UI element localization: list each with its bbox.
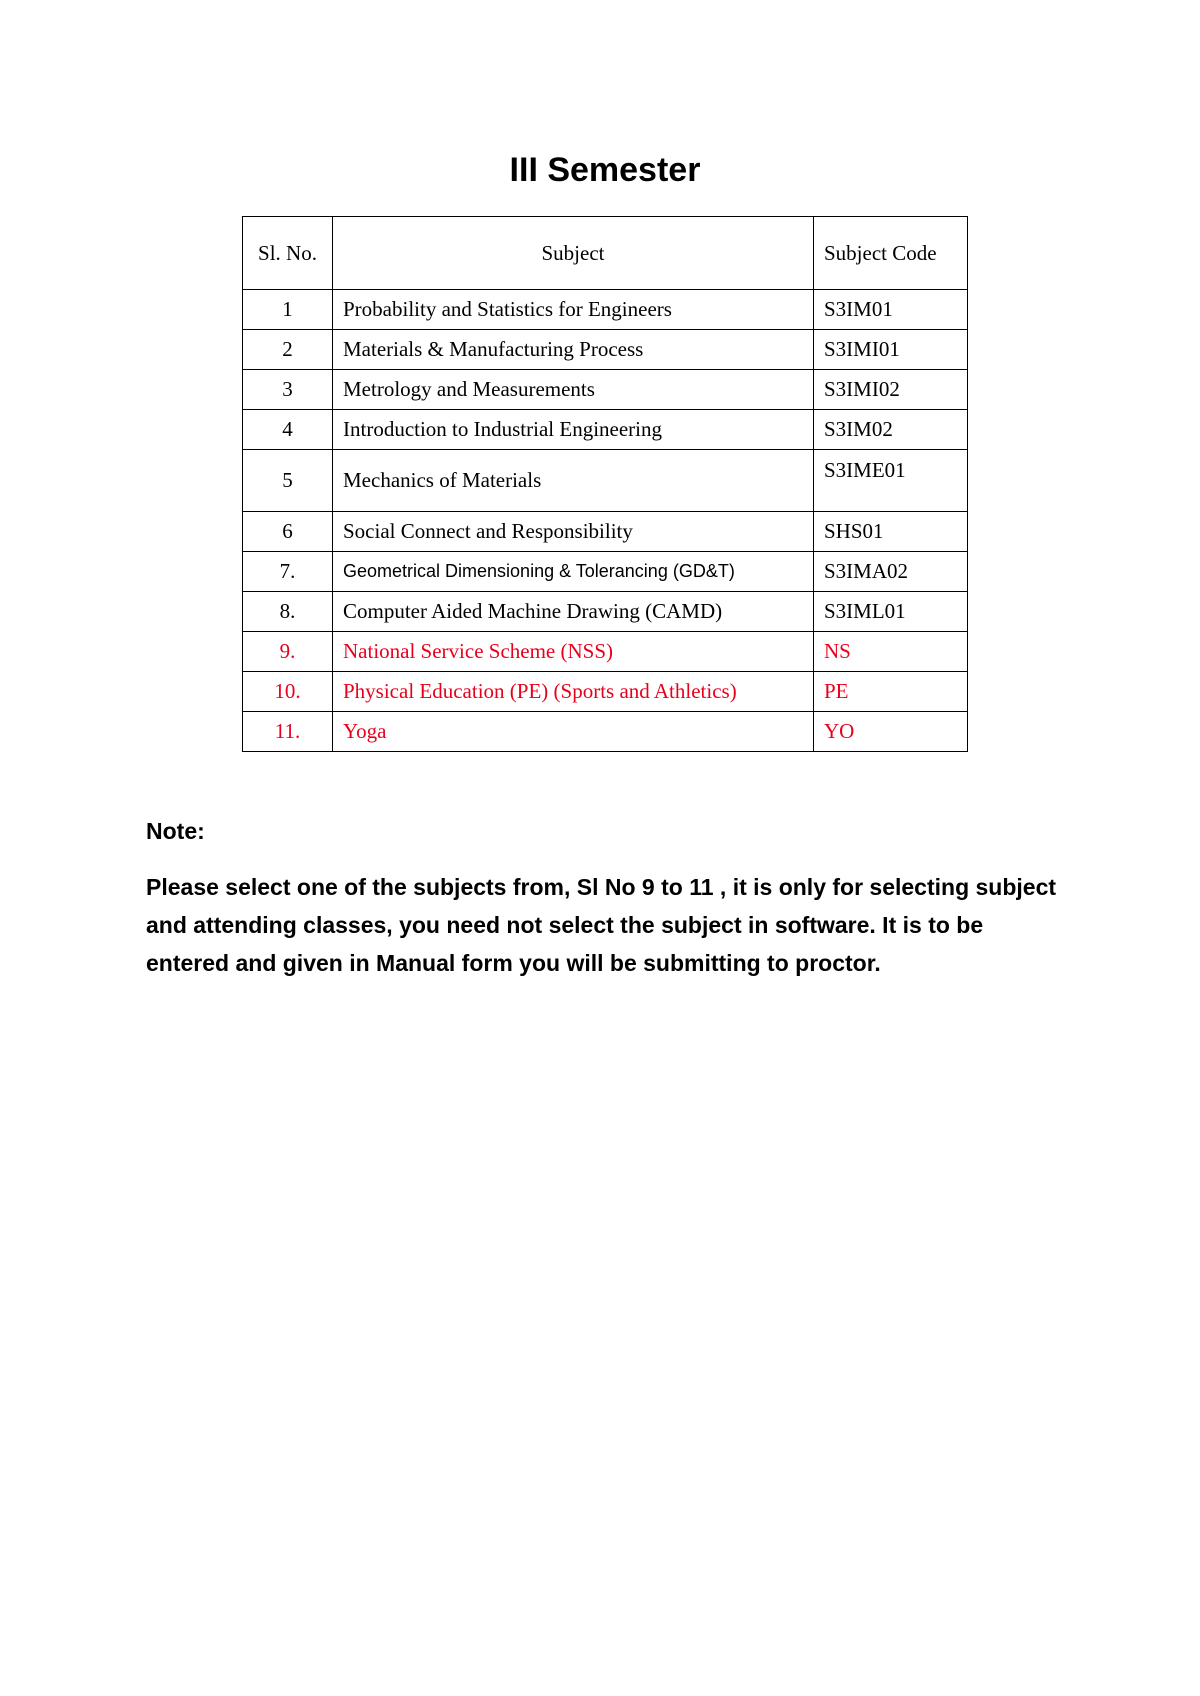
subject-cell: Physical Education (PE) (Sports and Athletics) bbox=[333, 672, 814, 712]
table-header-row bbox=[243, 217, 968, 290]
subject-code-cell: S3IMI02 bbox=[814, 370, 968, 410]
subject-cell: National Service Scheme (NSS) bbox=[333, 632, 814, 672]
table-row bbox=[243, 512, 968, 552]
subject-cell: Materials & Manufacturing Process bbox=[333, 330, 814, 370]
subject-cell: Probability and Statistics for Engineers bbox=[333, 290, 814, 330]
subject-code-cell: S3IMI01 bbox=[814, 330, 968, 370]
header-sl-no: Sl. No. bbox=[243, 217, 333, 290]
table-row-optional bbox=[243, 672, 968, 712]
sl-no-cell: 8. bbox=[243, 592, 333, 632]
table-row bbox=[243, 552, 968, 592]
sl-no-cell: 5 bbox=[243, 450, 333, 512]
table-row bbox=[243, 330, 968, 370]
subject-code-cell: SHS01 bbox=[814, 512, 968, 552]
subject-code-cell: S3IMA02 bbox=[814, 552, 968, 592]
sl-no-cell: 7. bbox=[243, 552, 333, 592]
subject-cell: Mechanics of Materials bbox=[333, 450, 814, 512]
subject-code-cell: S3IML01 bbox=[814, 592, 968, 632]
table-row bbox=[243, 592, 968, 632]
note-label: Note: bbox=[146, 818, 205, 844]
subject-code-cell: S3IME01 bbox=[814, 450, 968, 512]
table-row bbox=[243, 410, 968, 450]
subject-code-cell: NS bbox=[814, 632, 968, 672]
sl-no-cell: 10. bbox=[243, 672, 333, 712]
sl-no-cell: 1 bbox=[243, 290, 333, 330]
sl-no-cell: 9. bbox=[243, 632, 333, 672]
subject-cell: Yoga bbox=[333, 712, 814, 752]
table-row bbox=[243, 290, 968, 330]
sl-no-cell: 11. bbox=[243, 712, 333, 752]
page-title: III Semester bbox=[509, 151, 701, 189]
subjects-table bbox=[242, 216, 968, 752]
subject-code-cell: S3IM01 bbox=[814, 290, 968, 330]
sl-no-cell: 2 bbox=[243, 330, 333, 370]
subject-cell: Introduction to Industrial Engineering bbox=[333, 410, 814, 450]
header-subject: Subject bbox=[333, 217, 814, 290]
subject-cell: Geometrical Dimensioning & Tolerancing (GD&T) bbox=[333, 552, 814, 592]
subject-cell: Computer Aided Machine Drawing (CAMD) bbox=[333, 592, 814, 632]
table-row bbox=[243, 370, 968, 410]
subject-cell: Social Connect and Responsibility bbox=[333, 512, 814, 552]
table-row bbox=[243, 450, 968, 512]
table-row-optional bbox=[243, 632, 968, 672]
sl-no-cell: 6 bbox=[243, 512, 333, 552]
subject-code-cell: YO bbox=[814, 712, 968, 752]
sl-no-cell: 3 bbox=[243, 370, 333, 410]
sl-no-cell: 4 bbox=[243, 410, 333, 450]
header-subject-code: Subject Code bbox=[814, 217, 968, 290]
subject-cell: Metrology and Measurements bbox=[333, 370, 814, 410]
subject-code-cell: PE bbox=[814, 672, 968, 712]
note-text: Please select one of the subjects from, Sl No 9 to 11 , it is only for selecting subject and attending classes, you need not select the subject in software. It is to be entered and given in Manual form you will be submitting to proctor. bbox=[146, 874, 1057, 976]
subject-code-cell: S3IM02 bbox=[814, 410, 968, 450]
table-row-optional bbox=[243, 712, 968, 752]
